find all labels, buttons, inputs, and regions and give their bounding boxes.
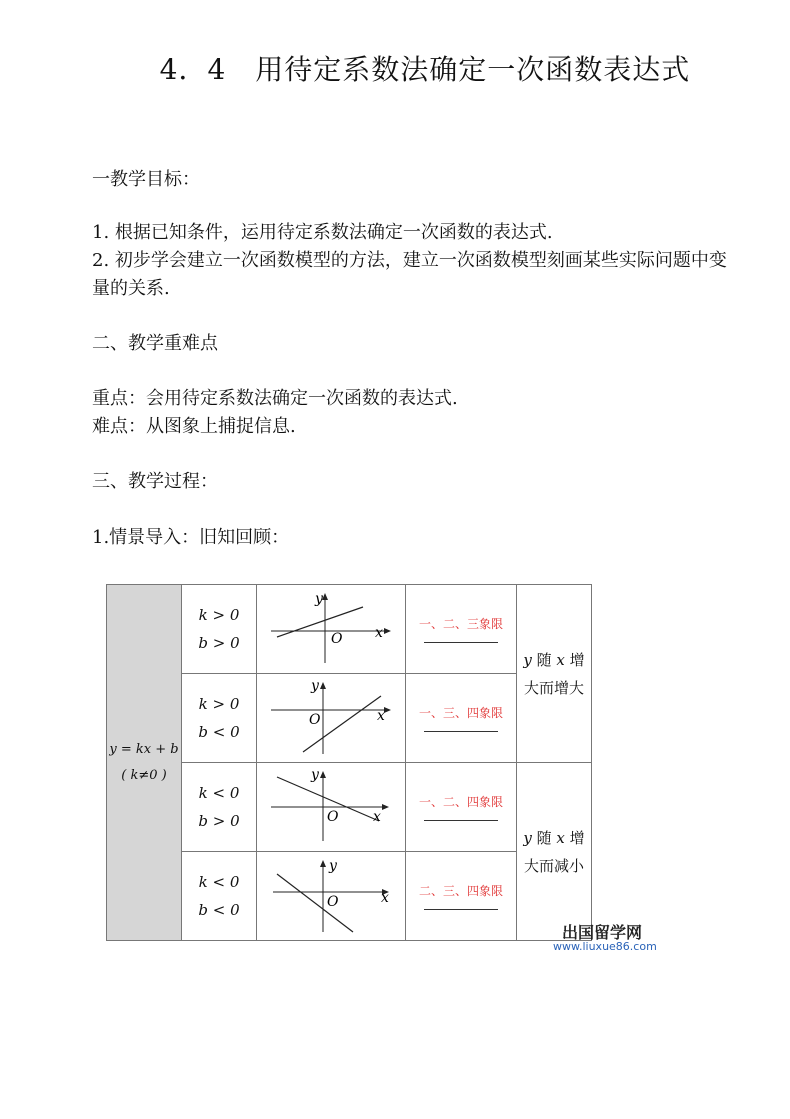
intro-line: 1.情景导入：旧知回顾： — [92, 527, 290, 548]
quadrant-cell — [406, 763, 517, 852]
x-axis-label: x — [381, 890, 389, 906]
answer-underline — [424, 731, 498, 732]
goal-2-line-1 — [92, 247, 732, 303]
origin-label: O — [327, 809, 339, 825]
trend-sui: 随 — [536, 650, 552, 669]
condition-cell — [182, 585, 257, 674]
key-heading: 二、教学重难点 — [92, 333, 218, 354]
trend-y: y — [523, 828, 532, 847]
graph-cell — [257, 674, 406, 763]
goal-1: 1. 根据已知条件，运用待定系数法确定一次函数的表达式. — [92, 222, 553, 243]
trend-sui: 随 — [536, 828, 552, 847]
k-sign: k < 0 — [198, 873, 240, 891]
trend-increase-text: 大而增大 — [523, 678, 584, 697]
k-condition: ( k≠0 ) — [121, 767, 167, 783]
y-axis-label: y — [311, 678, 319, 694]
answer-underline — [424, 820, 498, 821]
trend-decrease-text: 大而减小 — [523, 856, 584, 875]
x-axis-label: x — [373, 809, 381, 825]
process-heading: 三、教学过程： — [92, 471, 218, 492]
b-sign: b < 0 — [198, 901, 240, 919]
table-row — [107, 585, 592, 674]
formula-cell — [107, 585, 182, 941]
answer-underline — [424, 642, 498, 643]
trend-x: x — [556, 650, 565, 669]
origin-label: O — [309, 712, 321, 728]
quadrant-text: 二、三、四象限 — [418, 884, 503, 898]
y-axis-label: y — [329, 858, 337, 874]
trend-y: y — [523, 650, 532, 669]
answer-underline — [424, 909, 498, 910]
condition-cell — [182, 852, 257, 941]
origin-label: O — [331, 631, 343, 647]
watermark-logo: 出国留学网 — [562, 923, 643, 942]
goal-2: 2. 初步学会建立一次函数模型的方法，建立一次函数模型刻画某些实际问题中变量的关系. — [92, 250, 727, 299]
graph-cell — [257, 585, 406, 674]
key-point: 重点：会用待定系数法确定一次函数的表达式. — [92, 388, 458, 409]
trend-decrease-cell — [517, 763, 592, 941]
trend-x: x — [556, 828, 565, 847]
quadrant-cell — [406, 585, 517, 674]
trend-zeng: 增 — [569, 650, 585, 669]
x-axis-label: x — [377, 708, 385, 724]
b-sign: b > 0 — [198, 812, 240, 830]
k-sign: k < 0 — [198, 784, 240, 802]
graph-k-neg-b-pos — [257, 763, 405, 847]
linear-function-table — [106, 584, 592, 941]
y-axis-label: y — [315, 591, 323, 607]
k-sign: k > 0 — [198, 695, 240, 713]
origin-label: O — [327, 894, 339, 910]
condition-cell — [182, 674, 257, 763]
graph-k-pos-b-pos — [257, 585, 405, 669]
trend-zeng: 增 — [569, 828, 585, 847]
graph-k-pos-b-neg — [257, 674, 405, 758]
trend-increase-cell — [517, 585, 592, 763]
goals-heading: 一教学目标： — [92, 169, 200, 190]
graph-cell — [257, 763, 406, 852]
b-sign: b < 0 — [198, 723, 240, 741]
formula: y = kx + b — [109, 741, 179, 757]
quadrant-text: 一、二、三象限 — [418, 617, 503, 631]
quadrant-cell — [406, 674, 517, 763]
quadrant-text: 一、三、四象限 — [418, 706, 503, 720]
quadrant-text: 一、二、四象限 — [418, 795, 503, 809]
quadrant-cell — [406, 852, 517, 941]
graph-cell — [257, 852, 406, 941]
k-sign: k > 0 — [198, 606, 240, 624]
condition-cell — [182, 763, 257, 852]
y-axis-label: y — [311, 767, 319, 783]
difficulty: 难点：从图象上捕捉信息. — [92, 416, 296, 437]
page-title: 4．4 用待定系数法确定一次函数表达式 — [159, 53, 691, 86]
b-sign: b > 0 — [198, 634, 240, 652]
x-axis-label: x — [375, 625, 383, 641]
graph-k-neg-b-neg — [257, 852, 405, 936]
watermark-url: www.liuxue86.com — [553, 940, 657, 953]
